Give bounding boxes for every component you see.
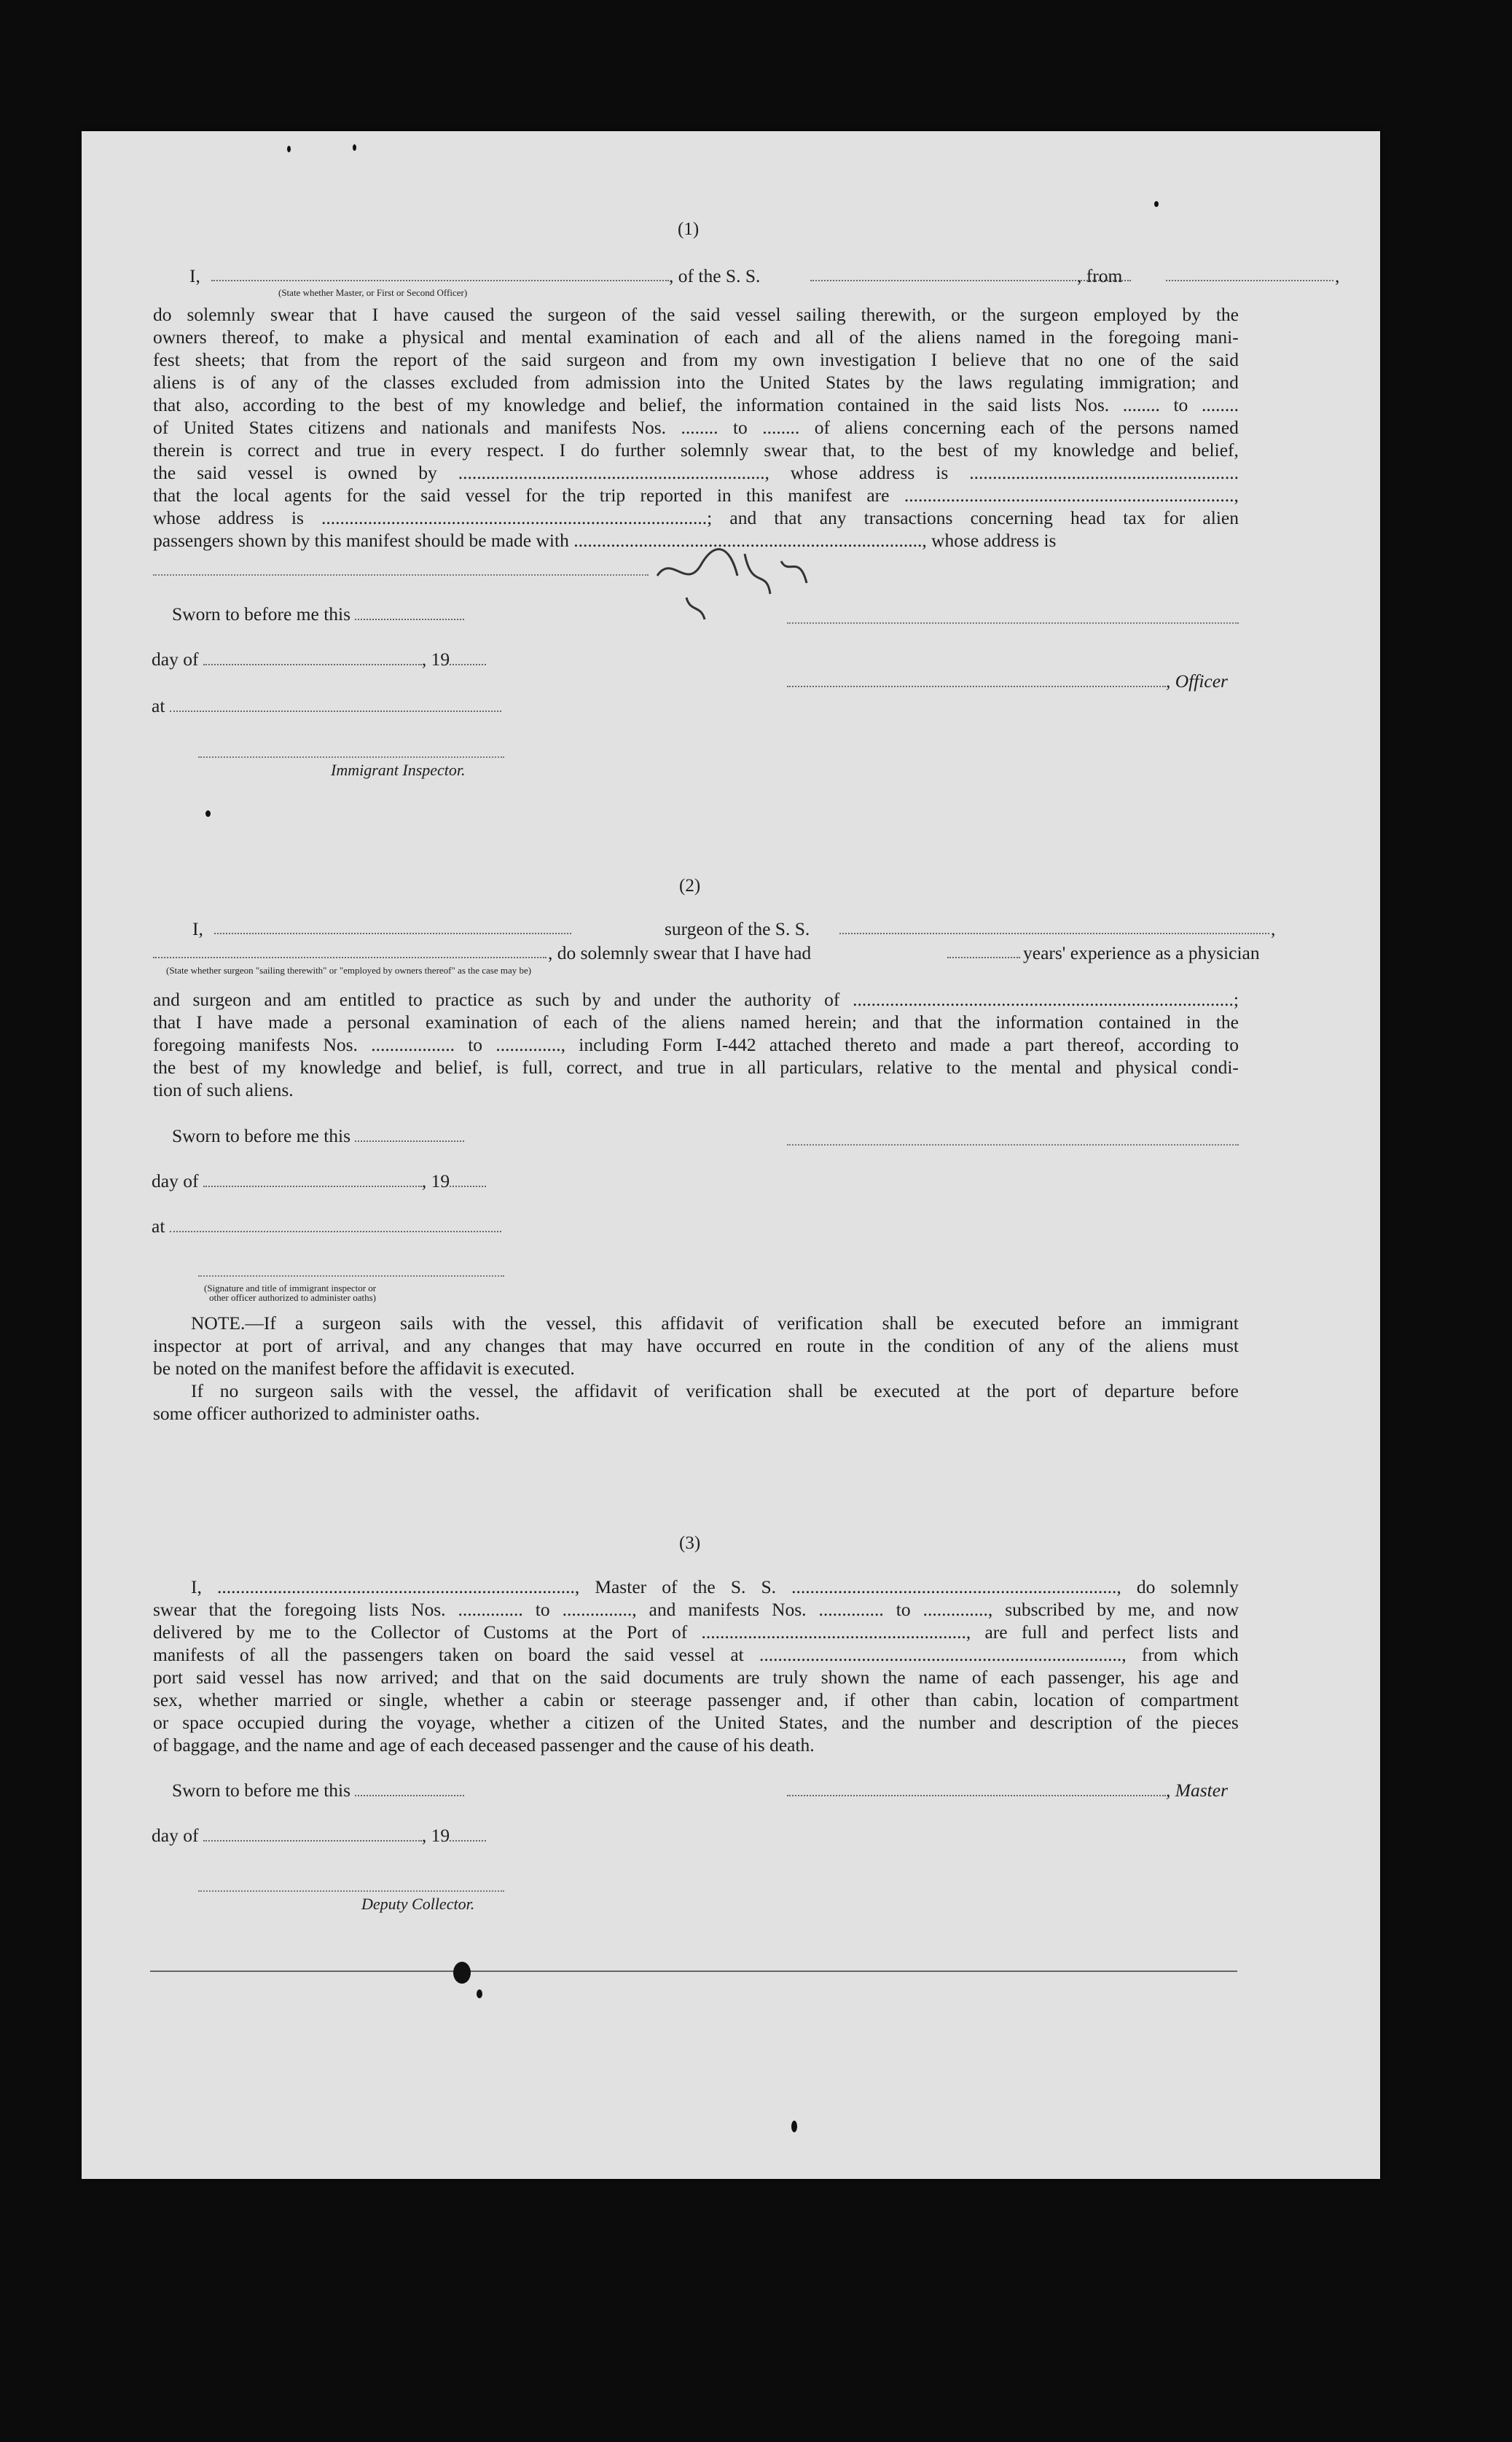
ink-speck — [205, 810, 211, 817]
ink-speck — [1154, 201, 1159, 207]
ink-speck — [287, 146, 291, 152]
bleed-through-text — [300, 204, 306, 229]
section-1-day-of: day of , 19 — [152, 649, 486, 670]
section-1-sworn: Sworn to before me this — [172, 603, 464, 625]
section-2-officer-line — [198, 1275, 504, 1277]
section-1-paragraph: do solemnly swear that I have caused the surgeon of the said vessel sailing therewith, or the surgeon employed by the owners thereof, to make a physical and mental examination of each and all of the aliens named in the foregoing mani- fest sheets; that from the report of the said surgeon and from my own investigation I believe that no one of the said aliens is of any of the classes excluded from admission into the United States by the laws regulating immigration; and that also, according to the best of my knowledge and belief, the information contained in the said lists Nos. ........ to ........ of United States citizens and nationals and manifests Nos. ........ to ........ of aliens concerning each of the persons named therein is correct and true in every respect. I do further solemnly swear that, to the best of my knowledge and belief, the said vessel is owned by .................................................................., whose address is .......................................................... that the local agents for the said vessel for the trip reported in this manifest are ......................................................................., whose address is ...................................................................................; and that any transactions concerning head tax for alien passengers shown by this manifest should be made with ..........................................................................., whose address is — [153, 304, 1239, 551]
section-2-sworn: Sworn to before me this — [172, 1125, 464, 1147]
section-2-number: (2) — [679, 876, 701, 896]
manifest-affidavit-page: (1) I, , of the S. S. , from , (State whether Master, or First or Second Officer) do solemnly swear that I have caused the surgeon of the said vessel sailing therewith, or the surgeon employed by the owners thereof, to make a physical and mental examination of each and all of the aliens named in the foregoing mani- fest sheets; that from the report of the said surgeon and from my own investigation I believe that no one of the said aliens is of any of the classes excluded from admission into the United States by the laws regulating immigration; and that also, according to the best of my knowledge and belief, the information contained in the said lists Nos. ........ to ........ of United States citizens and nationals and manifests Nos. ........ to ........ of aliens concerning each of the persons named therein is correct and true in every respect. I do further solemnly swear that, to the best of my knowledge and belief, the said vessel is owned by .................................................................., whose address is .......................................................... that the local agents for the said vessel for the trip reported in this manifest are ......................................................................., whose address is ...................................................................................; and that any transactions concerning head tax for alien passengers shown by this manifest should be made with ..........................................................................., whose address is Sworn to before me this day of , 19 , Officer at Immigrant Inspector. (2) I, surgeon of the S. S. , , do solemnly swear that I have had years' experience as a physician (State whether surgeon "sailing therewith" or "employed by owners thereof" as the case may be) and surgeon and am entitled to practice as such by and under the authority of ..................................................................................; that I have made a personal examination of each of the aliens named herein; and that the information contained in the foregoing manifests Nos. .................. to .............., including Form I-442 attached thereto and made a part thereof, according to the best of my knowledge and belief, is full, correct, and true in all particulars, relative to the mental and physical condi- tion of such aliens. Sworn to before me this day of , 19 at (Signature and title of immigrant inspector or other officer authorized to administer oaths) NOTE.—If a surgeon sails with the vessel, this affidavit of verification shall be executed before an immigrant inspector at port of arrival, and any changes that may have occurred en route in the condition of any of the aliens must be noted on the manifest before the affidavit is executed. If no surgeon sails with the vessel, the affidavit of verification shall be executed at the port of departure before some officer authorized to administer oaths. (3) I, ............................................................................., Master of the S. S. ......................................................................, do solemnly swear that the foregoing lists Nos. .............. to ..............., and manifests Nos. .............. to .............., subscribed by me, and now delivered by me to the Collector of Customs at the Port of ........................................................., are full and perfect lists and manifests of all the passengers taken on board the said vessel at .............................................................................., from which port said vessel has now arrived; and that on the said documents are truly shown the name of each passenger, his age and sex, whether married or single, whether a cabin or steerage passenger and, if other than cabin, location of compartment or space occupied during the voyage, whether a citizen of the United States, and the number and description of the pieces of baggage, and the name and age of each deceased passenger and the cause of his death. Sworn to before me this , Master day of , 19 Deputy Collector. — [82, 131, 1380, 2179]
section-2-signature-line — [787, 1144, 1239, 1146]
section-1-officer: , Officer — [787, 670, 1228, 692]
ink-speck — [453, 1962, 471, 1984]
section-3-sworn: Sworn to before me this — [172, 1780, 464, 1801]
section-1-at: at — [152, 695, 501, 717]
section-3-collector-line — [198, 1890, 504, 1892]
ink-speck — [353, 144, 356, 151]
section-3-collector-label: Deputy Collector. — [361, 1895, 475, 1913]
section-3-master: , Master — [787, 1780, 1228, 1801]
section-1-caption: (State whether Master, or First or Second Officer) — [278, 287, 468, 298]
section-3-day-of: day of , 19 — [152, 1825, 486, 1847]
ink-speck — [791, 2121, 797, 2132]
section-3-number: (3) — [679, 1533, 701, 1553]
bottom-rule — [150, 1971, 1237, 1972]
section-1-blank-line — [153, 574, 649, 576]
section-1-signature-line — [787, 622, 1239, 624]
section-2-sig-caption-1: (Signature and title of immigrant inspector or — [204, 1283, 377, 1294]
section-2-at: at — [152, 1216, 501, 1237]
section-2-paragraph: and surgeon and am entitled to practice as such by and under the authority of ..................................................................................; that I have made a personal examination of each of the aliens named herein; and that the information contained in the foregoing manifests Nos. .................. to .............., including Form I-442 attached thereto and made a part thereof, according to the best of my knowledge and belief, is full, correct, and true in all particulars, relative to the mental and physical condi- tion of such aliens. — [153, 989, 1239, 1100]
section-3-paragraph: I, ............................................................................., Master of the S. S. ......................................................................, do solemnly swear that the foregoing lists Nos. .............. to ..............., and manifests Nos. .............. to .............., subscribed by me, and now delivered by me to the Collector of Customs at the Port of ........................................................., are full and perfect lists and manifests of all the passengers taken on board the said vessel at .............................................................................., from which port said vessel has now arrived; and that on the said documents are truly shown the name of each passenger, his age and sex, whether married or single, whether a cabin or steerage passenger and, if other than cabin, location of compartment or space occupied during the voyage, whether a citizen of the United States, and the number and description of the pieces of baggage, and the name and age of each deceased passenger and the cause of his death. — [153, 1576, 1239, 1756]
ink-speck — [477, 1989, 482, 1998]
section-2-day-of: day of , 19 — [152, 1170, 486, 1192]
section-2-caption: (State whether surgeon "sailing therewith" or "employed by owners thereof" as the case may be) — [166, 965, 532, 976]
section-2-note: NOTE.—If a surgeon sails with the vessel, this affidavit of verification shall be executed before an immigrant inspector at port of arrival, and any changes that may have occurred en route in the condition of any of the aliens must be noted on the manifest before the affidavit is executed. If no surgeon sails with the vessel, the affidavit of verification shall be executed at the port of departure before some officer authorized to administer oaths. — [153, 1312, 1239, 1424]
section-1-inspector-label: Immigrant Inspector. — [331, 761, 466, 779]
section-1-number: (1) — [678, 219, 700, 239]
section-1-inspector-line — [198, 756, 504, 758]
section-2-sig-caption-2: other officer authorized to administer oaths) — [209, 1292, 376, 1303]
handwritten-scrawl — [643, 525, 832, 627]
